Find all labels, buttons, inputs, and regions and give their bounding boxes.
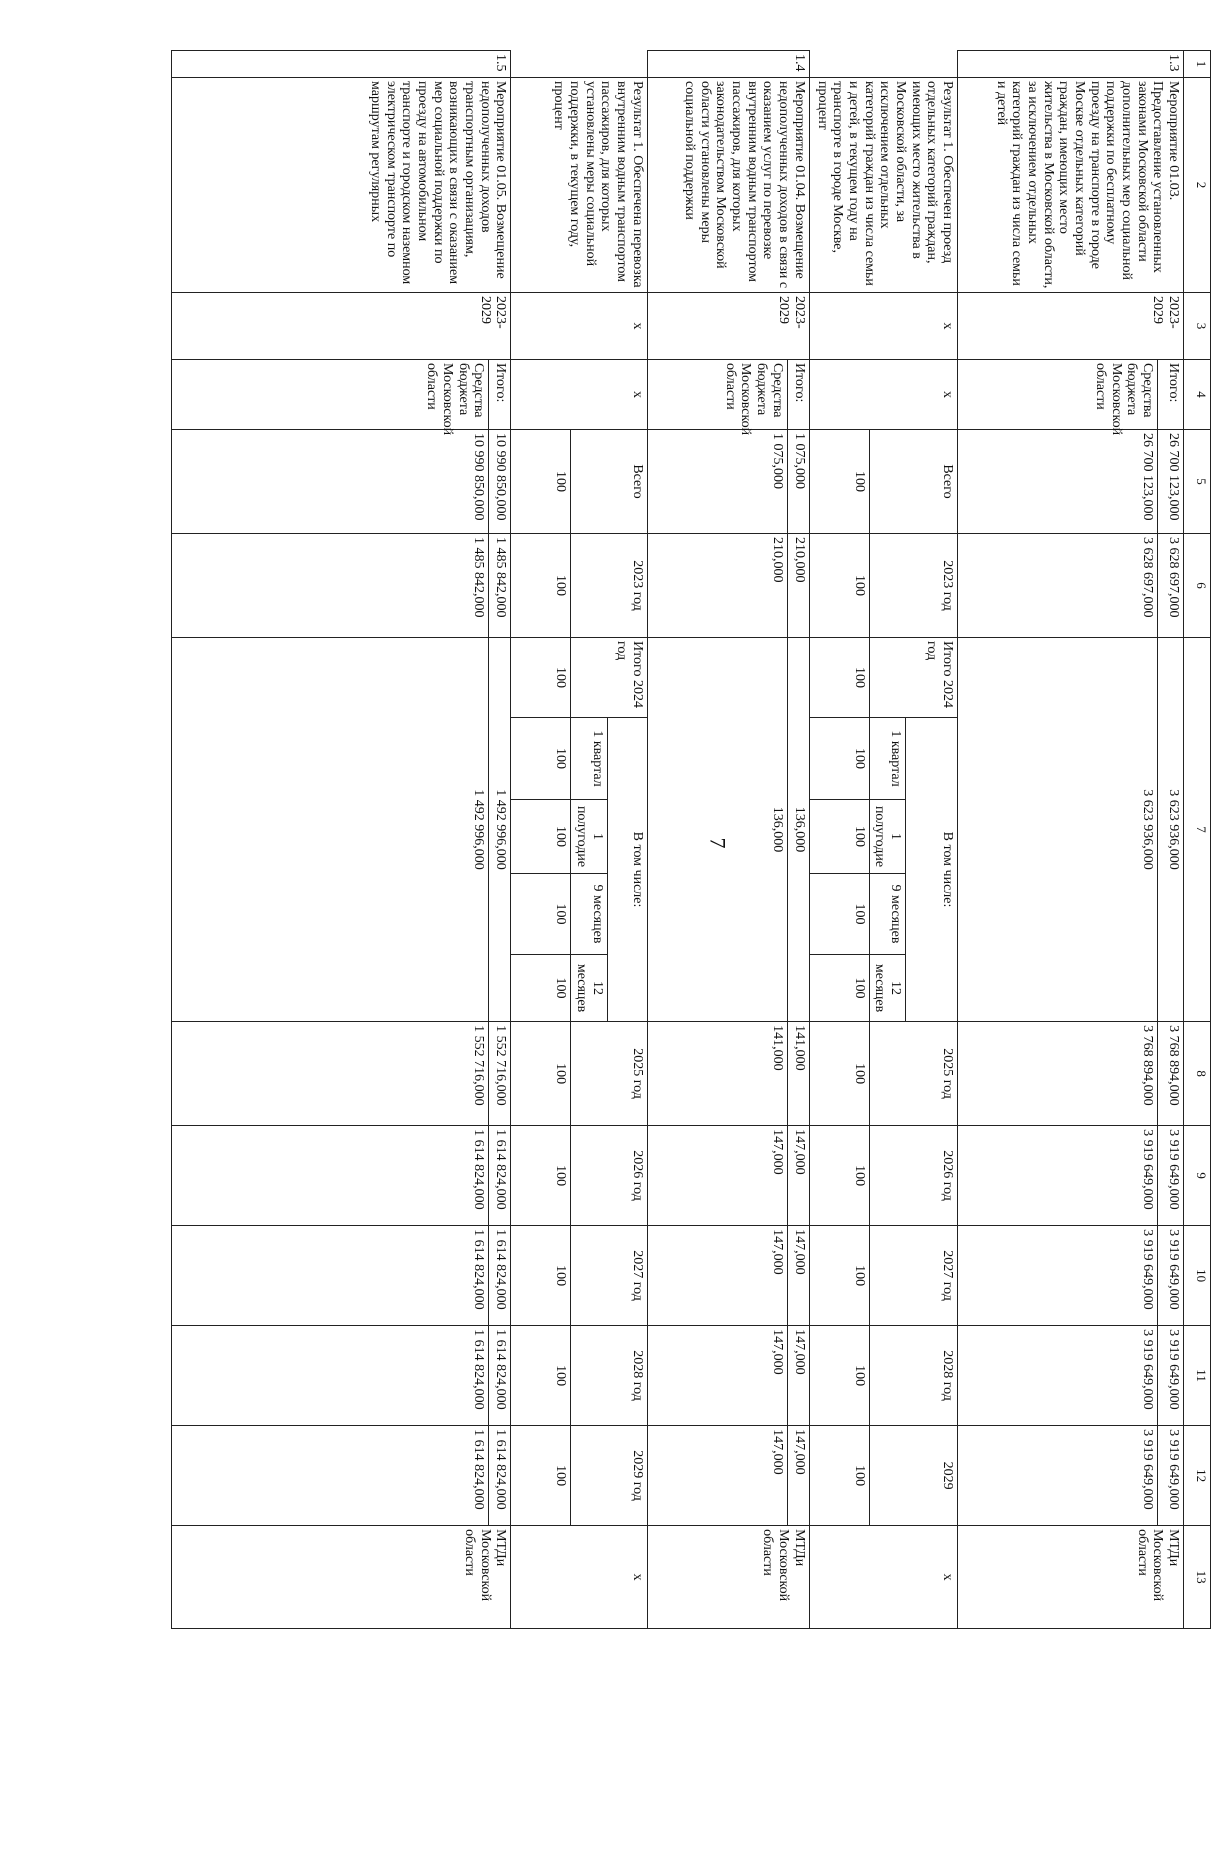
value-cell: 3 623 936,000 <box>958 638 1158 1022</box>
value-cell: 1 075,000 <box>647 430 787 534</box>
value-cell: 3 919 649,000 <box>958 1126 1158 1226</box>
executor: МТДи Московской области <box>958 1526 1184 1629</box>
value-cell: 3 919 649,000 <box>958 1226 1158 1326</box>
value-cell: 100 <box>809 1426 869 1526</box>
value-cell: 100 <box>809 430 869 534</box>
value-cell: 147,000 <box>647 1126 787 1226</box>
value-cell: 100 <box>511 955 571 1022</box>
value-cell: 147,000 <box>647 1426 787 1526</box>
col-num: 10 <box>1184 1226 1211 1326</box>
value-cell: 3 768 894,000 <box>958 1022 1158 1126</box>
period: 2023-2029 <box>172 293 511 360</box>
total-label: Итого: <box>787 360 809 430</box>
row-number: 1.3 <box>958 51 1184 78</box>
value-cell: 100 <box>511 1126 571 1226</box>
col-num: 8 <box>1184 1022 1211 1126</box>
col-num: 11 <box>1184 1326 1211 1426</box>
header-year: 2025 год <box>571 1022 647 1126</box>
value-cell: 1 614 824,000 <box>489 1226 511 1326</box>
x-mark: х <box>511 293 647 360</box>
value-cell: 3 919 649,000 <box>1158 1426 1184 1526</box>
value-cell: 10 990 850,000 <box>172 430 489 534</box>
value-cell: 100 <box>809 874 869 955</box>
value-cell: 1 485 842,000 <box>489 534 511 638</box>
value-cell: 210,000 <box>787 534 809 638</box>
value-cell: 100 <box>511 800 571 874</box>
value-cell: 100 <box>511 534 571 638</box>
value-cell: 147,000 <box>647 1226 787 1326</box>
value-cell: 1 614 824,000 <box>172 1326 489 1426</box>
header-year: 2026 год <box>869 1126 957 1226</box>
value-cell: 100 <box>511 874 571 955</box>
value-cell: 100 <box>809 1126 869 1226</box>
header-year: 2023 год <box>571 534 647 638</box>
total-label: Итого: <box>489 360 511 430</box>
value-cell: 26 700 123,000 <box>958 430 1158 534</box>
value-cell: 1 614 824,000 <box>489 1426 511 1526</box>
value-cell: 3 768 894,000 <box>1158 1022 1184 1126</box>
value-cell: 100 <box>511 1326 571 1426</box>
header-year: 2027 год <box>571 1226 647 1326</box>
funding-source: Средства бюджета Московской области <box>647 360 787 430</box>
result-text: Результат 1. Обеспечена перевозка внутренним водным транспортом пассажиров, для которых установлены меры социальной поддержки, в текущем году, процент <box>511 78 647 293</box>
value-cell: 3 628 697,000 <box>1158 534 1184 638</box>
program-table <box>171 50 1211 1851</box>
header-year: Итого 2024 год <box>571 638 647 718</box>
value-cell: 136,000 <box>647 638 787 1022</box>
col-num: 1 <box>1184 51 1211 78</box>
row-number: 1.5 <box>172 51 511 78</box>
value-cell: 1 552 716,000 <box>172 1022 489 1126</box>
value-cell: 100 <box>511 718 571 800</box>
col-num: 2 <box>1184 78 1211 293</box>
value-cell: 141,000 <box>787 1022 809 1126</box>
value-cell: 100 <box>809 800 869 874</box>
header-q1: 1 квартал <box>869 718 905 800</box>
funding-source: Средства бюджета Московской области <box>958 360 1158 430</box>
header-m9: 9 месяцев <box>571 874 607 955</box>
header-m12: 12 месяцев <box>571 955 607 1022</box>
value-cell: 1 492 996,000 <box>172 638 489 1022</box>
value-cell: 100 <box>511 1226 571 1326</box>
header-including: В том числе: <box>906 718 958 1022</box>
value-cell: 1 485 842,000 <box>172 534 489 638</box>
value-cell: 100 <box>809 1022 869 1126</box>
col-num: 9 <box>1184 1126 1211 1226</box>
measure-title: Мероприятие 01.04. Возмещение недополученных доходов в связи с оказанием услуг по перевозке внутренним водным транспортом пассажиров, для которых законодательством Московской области установлены меры социальной поддержки <box>647 78 809 293</box>
header-year: 2026 год <box>571 1126 647 1226</box>
row-1-3-total <box>1158 51 1184 1851</box>
value-cell: 147,000 <box>787 1326 809 1426</box>
value-cell: 3 919 649,000 <box>1158 1126 1184 1226</box>
value-cell: 1 075,000 <box>787 430 809 534</box>
value-cell: 26 700 123,000 <box>1158 430 1184 534</box>
col-num: 5 <box>1184 430 1211 534</box>
col-num: 4 <box>1184 360 1211 430</box>
value-cell: 3 919 649,000 <box>1158 1226 1184 1326</box>
total-label: Итого: <box>1158 360 1184 430</box>
value-cell: 100 <box>511 430 571 534</box>
value-cell: 136,000 <box>787 638 809 1022</box>
header-including: В том числе: <box>607 718 647 1022</box>
measure-title: Мероприятие 01.03. Предоставление установленных законами Московской области дополнительных мер социальной поддержки по бесплатному проезду на транспорте в городе Москве отдельных категорий граждан, имеющих место жительства в Московской области, за исключением отдельных категорий граждан из числа семьи и детей <box>958 78 1184 293</box>
value-cell: 100 <box>809 638 869 718</box>
header-year: 2028 год <box>571 1326 647 1426</box>
header-q1: 1 квартал <box>571 718 607 800</box>
header-year: 2023 год <box>869 534 957 638</box>
value-cell: 1 552 716,000 <box>489 1022 511 1126</box>
period: 2023-2029 <box>647 293 809 360</box>
value-cell: 3 919 649,000 <box>958 1426 1158 1526</box>
value-cell: 100 <box>809 534 869 638</box>
col-num: 12 <box>1184 1426 1211 1526</box>
value-cell: 147,000 <box>787 1226 809 1326</box>
value-cell: 147,000 <box>787 1126 809 1226</box>
row-1-4-total <box>787 51 809 1851</box>
value-cell: 100 <box>511 1022 571 1126</box>
result-text: Результат 1. Обеспечен проезд отдельных категорий граждан, имеющих место жительства в Московской области, за исключением отдельных категорий граждан из числа семьи и детей, в текущем году на транспорте в городе Москве, процент <box>809 78 957 293</box>
header-year: Итого 2024 год <box>869 638 957 718</box>
x-mark: х <box>809 1526 957 1629</box>
header-h1: 1 полугодие <box>869 800 905 874</box>
x-mark: х <box>809 360 957 430</box>
header-year: 2028 год <box>869 1326 957 1426</box>
value-cell: 100 <box>809 1326 869 1426</box>
row-1-5-total <box>489 51 511 1851</box>
value-cell: 1 614 824,000 <box>172 1126 489 1226</box>
value-cell: 147,000 <box>787 1426 809 1526</box>
value-cell: 3 919 649,000 <box>958 1326 1158 1426</box>
header-total: Всего <box>869 430 957 534</box>
value-cell: 100 <box>511 638 571 718</box>
col-num: 13 <box>1184 1526 1211 1629</box>
value-cell: 100 <box>511 1426 571 1526</box>
value-cell: 3 628 697,000 <box>958 534 1158 638</box>
header-h1: 1 полугодие <box>571 800 607 874</box>
executor: МТДи Московской области <box>172 1526 511 1629</box>
value-cell: 147,000 <box>647 1326 787 1426</box>
period: 2023-2029 <box>958 293 1184 360</box>
value-cell: 141,000 <box>647 1022 787 1126</box>
value-cell: 1 614 824,000 <box>489 1126 511 1226</box>
value-cell: 100 <box>809 955 869 1022</box>
header-m9: 9 месяцев <box>869 874 905 955</box>
value-cell: 100 <box>809 718 869 800</box>
x-mark: х <box>511 360 647 430</box>
value-cell: 1 614 824,000 <box>172 1226 489 1326</box>
x-mark: х <box>809 293 957 360</box>
value-cell: 3 623 936,000 <box>1158 638 1184 1022</box>
page-number: 7 <box>705 837 731 849</box>
col-num: 6 <box>1184 534 1211 638</box>
header-year: 2029 <box>869 1426 957 1526</box>
column-number-row <box>1184 51 1211 1851</box>
header-m12: 12 месяцев <box>869 955 905 1022</box>
value-cell: 100 <box>809 1226 869 1326</box>
value-cell: 210,000 <box>647 534 787 638</box>
col-num: 7 <box>1184 638 1211 1022</box>
value-cell: 1 614 824,000 <box>172 1426 489 1526</box>
rotated-table-sheet <box>171 50 1211 1850</box>
header-year: 2027 год <box>869 1226 957 1326</box>
measure-title: Мероприятие 01.05. Возмещение недополученных доходов транспортным организациям, возникающих в связи с оказанием мер социальной поддержки по проезду на автомобильном транспорте и городском наземном электрическом транспорте по маршрутам регулярных <box>172 78 511 293</box>
executor: МТДи Московской области <box>647 1526 809 1629</box>
header-total: Всего <box>571 430 647 534</box>
x-mark: х <box>511 1526 647 1629</box>
result-1-4-header <box>607 51 647 1851</box>
funding-source: Средства бюджета Московской области <box>172 360 489 430</box>
value-cell: 10 990 850,000 <box>489 430 511 534</box>
header-year: 2029 год <box>571 1426 647 1526</box>
result-1-3-header <box>906 51 958 1851</box>
value-cell: 3 919 649,000 <box>1158 1326 1184 1426</box>
col-num: 3 <box>1184 293 1211 360</box>
value-cell: 1 614 824,000 <box>489 1326 511 1426</box>
row-number: 1.4 <box>647 51 809 78</box>
header-year: 2025 год <box>869 1022 957 1126</box>
value-cell: 1 492 996,000 <box>489 638 511 1022</box>
